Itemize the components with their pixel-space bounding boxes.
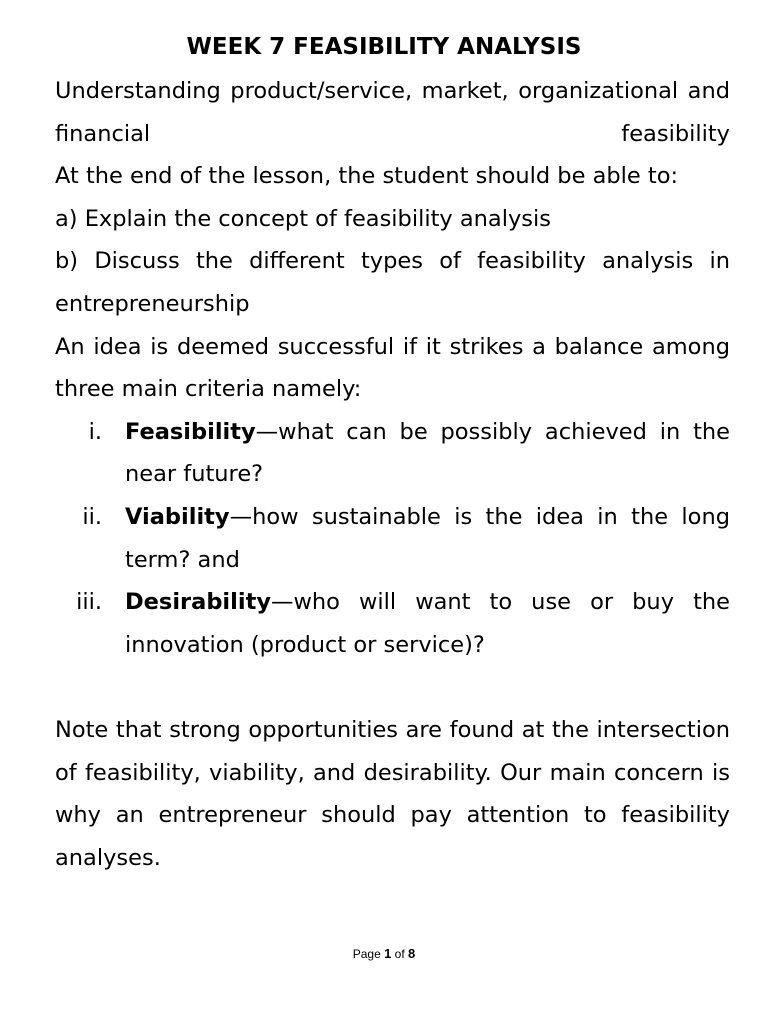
criteria-item-viability bbox=[55, 496, 730, 581]
page-total: 8 bbox=[408, 946, 416, 961]
page-label: Page bbox=[352, 947, 381, 961]
page-title: WEEK 7 FEASIBILITY ANALYSIS bbox=[186, 34, 582, 60]
list-marker: i. bbox=[88, 418, 102, 445]
list-marker: ii. bbox=[82, 503, 102, 530]
objective-a: a) Explain the concept of feasibility analysis bbox=[55, 205, 551, 232]
criteria-text: —how sustainable is the idea in the long term? and bbox=[125, 503, 730, 573]
note-paragraph: Note that strong opportunities are found at the intersection of feasibility, viability, and desirability. Our main concern is why an entrepreneur should pay attention to feasibility analyses. bbox=[55, 716, 730, 871]
paragraph-spacer bbox=[55, 666, 730, 709]
criteria-item-desirability bbox=[55, 581, 730, 666]
criteria-text: —what can be possibly achieved in the near future? bbox=[125, 418, 730, 488]
objective-b: b) Discuss the different types of feasibility analysis in entrepreneurship bbox=[55, 248, 730, 317]
list-marker: iii. bbox=[76, 589, 102, 616]
of-label: of bbox=[394, 947, 405, 961]
subtitle-paragraph: Understanding product/service, market, organizational and financial feasibility bbox=[55, 78, 730, 147]
criteria-intro: An idea is deemed successful if it strikes a balance among three main criteria namely: bbox=[55, 333, 730, 403]
criteria-item-feasibility bbox=[55, 411, 730, 496]
objectives-intro: At the end of the lesson, the student should be able to: bbox=[55, 163, 679, 190]
criteria-term: Feasibility bbox=[125, 418, 256, 445]
criteria-text: —who will want to use or buy the innovation (product or service)? bbox=[125, 589, 730, 658]
page-footer bbox=[0, 946, 768, 961]
criteria-list bbox=[55, 411, 730, 667]
page-current: 1 bbox=[384, 946, 392, 961]
criteria-term: Desirability bbox=[125, 589, 271, 616]
criteria-term: Viability bbox=[125, 503, 230, 530]
document-body bbox=[55, 70, 730, 879]
